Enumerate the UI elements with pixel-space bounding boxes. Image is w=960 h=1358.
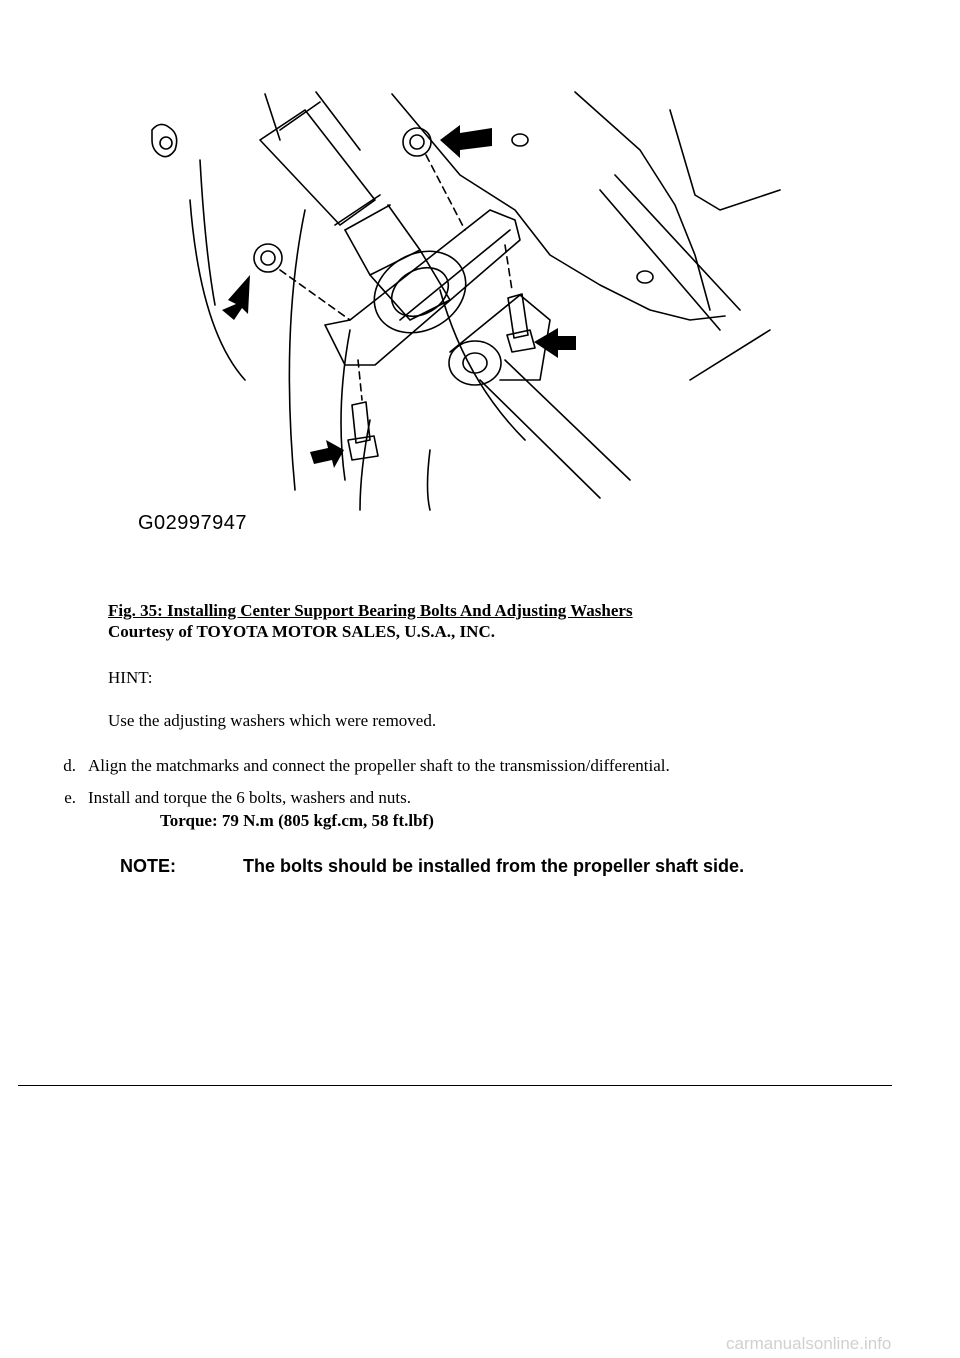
footer-divider <box>18 1085 892 1086</box>
frame-outline <box>690 330 770 380</box>
arrow-icon <box>440 125 492 158</box>
bolt-left <box>348 402 378 460</box>
center-support-bearing-illustration <box>130 80 790 550</box>
frame-outline <box>289 210 350 490</box>
propeller-shaft <box>370 250 450 320</box>
hint-text: Use the adjusting washers which were removed. <box>108 711 437 730</box>
flange <box>463 353 487 373</box>
step-item <box>56 756 896 778</box>
propeller-shaft <box>280 102 390 230</box>
watermark: carmanualsonline.info <box>726 1334 892 1353</box>
figure-caption[interactable]: Fig. 35: Installing Center Support Bearing Bolts And Adjusting Washers <box>108 601 633 620</box>
frame-outline <box>440 290 525 440</box>
adjusting-washer-top <box>410 135 424 149</box>
bearing-bracket <box>400 230 510 320</box>
frame-outline <box>575 92 710 310</box>
frame-outline <box>190 160 245 380</box>
frame-outline <box>265 92 360 150</box>
fastener-hole <box>512 134 528 146</box>
bracket <box>152 124 177 156</box>
step-letter: d. <box>63 756 76 775</box>
frame-outline <box>360 420 430 510</box>
center-bearing <box>359 235 480 349</box>
fastener-hole <box>637 271 653 283</box>
note-label: NOTE: <box>120 856 176 876</box>
torque-spec: Torque: 79 N.m (805 kgf.cm, 58 ft.lbf) <box>160 811 434 830</box>
step-letter: e. <box>64 788 76 807</box>
step-item <box>56 788 896 810</box>
adjusting-washer-left <box>254 244 282 272</box>
propeller-shaft <box>260 110 375 225</box>
figure-id-label: G02997947 <box>138 512 248 534</box>
arrow-icon <box>534 328 576 358</box>
arrow-icon <box>310 440 344 468</box>
arrow-icon <box>222 275 250 320</box>
frame-outline <box>670 110 780 210</box>
flange <box>449 341 501 385</box>
step-text: Install and torque the 6 bolts, washers and nuts. <box>88 788 411 807</box>
hint-label: HINT: <box>108 668 153 687</box>
propeller-shaft <box>345 205 420 275</box>
note-text: The bolts should be installed from the propeller shaft side. <box>243 856 745 876</box>
bearing-bracket <box>325 210 520 365</box>
adjusting-washer-left <box>261 251 275 265</box>
adjusting-washer-top <box>403 128 431 156</box>
courtesy-line: Courtesy of TOYOTA MOTOR SALES, U.S.A., INC. <box>108 622 495 641</box>
step-text: Align the matchmarks and connect the propeller shaft to the transmission/differential. <box>88 756 670 775</box>
bracket-hole <box>160 137 172 149</box>
